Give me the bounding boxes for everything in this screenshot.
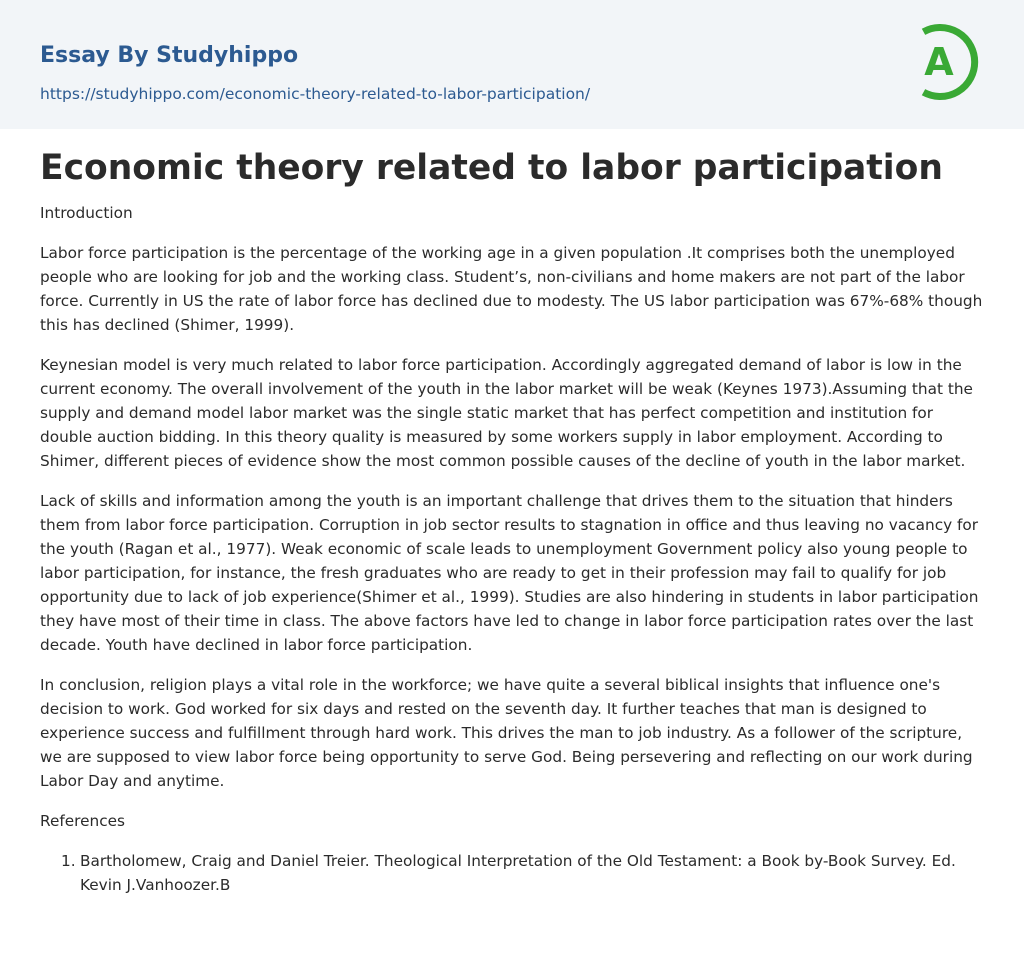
logo-letter: A [924,40,954,84]
paragraph: Labor force participation is the percentage of the working age in a given population .It comprises both the unemployed people who are looking for job and the working class. Student’s, non-civilians and home makers are not part of the labor force. Currently in US the rate of labor force has declined due to modesty. The US labor participation was 67%-68% though this has declined (Shimer, 1999). [40,244,983,334]
article-body [40,201,984,897]
references-heading: References [40,812,125,830]
article-title: Economic theory related to labor participation [40,148,943,188]
page-url-link[interactable]: https://studyhippo.com/economic-theory-related-to-labor-participation/ [40,85,591,103]
paragraph: Lack of skills and information among the youth is an important challenge that drives them to the situation that hinders them from labor force participation. Corruption in job sector results to stagnation in office and thus leaving no vacancy for the youth (Ragan et al., 1977). Weak economic of scale leads to unemployment Government policy also young people to labor participation, for instance, the fresh graduates who are ready to get in their profession may fail to qualify for job opportunity due to lack of job experience(Shimer et al., 1999). Studies are also hindering in students in labor participation they have most of their time in class. The above factors have led to change in labor force participation rates over the last decade. Youth have declined in labor force participation. [40,492,979,654]
reference-item [61,849,984,897]
reference-number: 1. [61,852,76,870]
paragraph: Keynesian model is very much related to labor force participation. Accordingly aggregated demand of labor is low in the current economy. The overall involvement of the youth in the labor market will be weak (Keynes 1973).Assuming that the supply and demand model labor market was the single static market that has perfect competition and institution for double auction bidding. In this theory quality is measured by some workers supply in labor employment. According to Shimer, different pieces of evidence show the most common possible causes of the decline of youth in the labor market. [40,356,973,470]
brand-title[interactable]: Essay By Studyhippo [40,43,299,68]
paragraph: In conclusion, religion plays a vital role in the workforce; we have quite a several biblical insights that influence one's decision to work. God worked for six days and rested on the seventh day. It further teaches that man is designed to experience success and fulfillment through hard work. This drives the man to job industry. As a follower of the scripture, we are supposed to view labor force being opportunity to serve God. Being persevering and reflecting on our work during Labor Day and anytime. [40,676,973,790]
references-list [40,849,984,897]
intro-heading: Introduction [40,204,133,222]
reference-text: Bartholomew, Craig and Daniel Treier. Theological Interpretation of the Old Testament: a Book by-Book Survey. Ed. Kevin J.Vanhoozer.B [80,852,956,894]
